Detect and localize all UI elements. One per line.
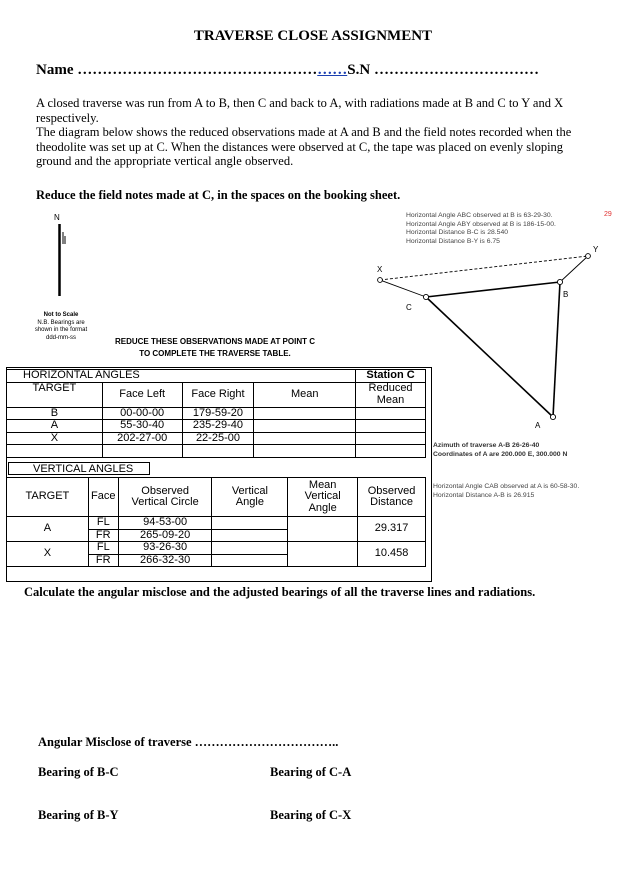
name-link[interactable]: …… (317, 62, 348, 78)
face-cell: FL (88, 542, 118, 555)
note-line: Horizontal Angle CAB observed at A is 60-58-30. (433, 483, 580, 490)
note-line: Coordinates of A are 200.000 E, 300.000 N (433, 450, 568, 458)
mean-va-input-cell[interactable] (288, 542, 358, 567)
col-header-target: TARGET (7, 382, 103, 407)
col-header-mean: Mean (254, 382, 356, 407)
reduce-note (100, 336, 330, 360)
sn-blank[interactable]: …………………………… (373, 62, 539, 78)
col-header-observed-vc: Observed Vertical Circle (118, 478, 212, 517)
table-row (7, 542, 426, 555)
station-label: Station C (356, 370, 426, 383)
name-row (36, 62, 539, 79)
target-cell: B (7, 407, 103, 420)
a-notes (433, 483, 623, 500)
north-label: N (54, 213, 60, 222)
horizontal-angles-title: HORIZONTAL ANGLES (7, 370, 356, 383)
vertical-angles-table (6, 477, 426, 567)
bearing-ca-label: Bearing of C-A (270, 765, 352, 779)
table-row (7, 420, 426, 433)
north-arrow-icon (50, 222, 80, 302)
vc-cell: 265-09-20 (118, 529, 212, 542)
line-x-c (380, 280, 426, 297)
col-header-mean-va: Mean Vertical Angle (288, 478, 358, 517)
blank-cell (356, 445, 426, 458)
scale-note-line: shown in the format (34, 327, 88, 333)
col-header-target: TARGET (7, 478, 89, 517)
scale-note-line: Not to Scale (43, 312, 79, 318)
target-cell: X (7, 542, 89, 567)
face-left-cell: 55-30-40 (102, 420, 182, 433)
note-line: Horizontal Distance B-Y is 6.75 (406, 237, 500, 245)
reduced-mean-input-cell[interactable] (356, 432, 426, 445)
point-x-icon (378, 278, 383, 283)
face-cell: FL (88, 517, 118, 530)
intro-paragraph-2: The diagram below shows the reduced observations made at A and B and the field notes recorded when the theodolite was set up at C. When the distances were observed at C, the tape was placed on evenly sloping ground and the appropriate vertical angle observed. (36, 125, 572, 168)
blank-cell (182, 445, 254, 458)
point-b-icon (557, 279, 562, 284)
face-right-cell: 22-25-00 (182, 432, 254, 445)
calc-instruction: Calculate the angular misclose and the adjusted bearings of all the traverse lines and radiations. (24, 585, 536, 599)
col-header-face-right: Face Right (182, 382, 254, 407)
blank-cell (254, 445, 356, 458)
label-a: A (535, 421, 541, 430)
col-header-reduced-mean: Reduced Mean (356, 382, 426, 407)
target-cell: A (7, 420, 103, 433)
face-right-cell: 179-59-20 (182, 407, 254, 420)
note-line: Horizontal Angle ABY observed at B is 186-15-00. (406, 220, 556, 228)
label-c: C (406, 303, 412, 312)
vc-cell: 94-53-00 (118, 517, 212, 530)
table-row (7, 517, 426, 530)
note-line: Horizontal Distance B-C is 28.540 (406, 229, 508, 237)
point-c-icon (423, 294, 428, 299)
scale-note-line: ddd-mm-ss (45, 334, 76, 341)
table-row (7, 407, 426, 420)
intro-text (36, 96, 596, 169)
label-b: B (563, 290, 569, 299)
misclose-field[interactable]: Angular Misclose of traverse …………………………….. (38, 735, 339, 749)
vertical-angle-input-cell[interactable] (212, 529, 288, 542)
bearing-by-label: Bearing of B-Y (38, 808, 119, 822)
name-label: Name (36, 62, 74, 78)
vertical-angles-title: VERTICAL ANGLES (8, 462, 150, 475)
vc-cell: 266-32-30 (118, 554, 212, 567)
line-a-c (426, 297, 553, 417)
azimuth-notes (433, 442, 623, 459)
vertical-angle-input-cell[interactable] (212, 554, 288, 567)
name-blank[interactable]: ………………………………………… (77, 62, 318, 78)
scale-note-line: N.B. Bearings are (37, 319, 85, 326)
distance-cell: 10.458 (358, 542, 426, 567)
label-x: X (377, 265, 383, 274)
table-row (7, 432, 426, 445)
vertical-angle-input-cell[interactable] (212, 517, 288, 530)
scale-note (26, 312, 96, 342)
line-c-b (426, 282, 560, 297)
bearing-bc-label: Bearing of B-C (38, 765, 119, 779)
face-right-cell: 235-29-40 (182, 420, 254, 433)
mean-input-cell[interactable] (254, 432, 356, 445)
reduce-note-line: REDUCE THESE OBSERVATIONS MADE AT POINT C (114, 337, 315, 346)
distance-cell: 29.317 (358, 517, 426, 542)
horizontal-angles-table (6, 369, 426, 458)
col-header-face-left: Face Left (102, 382, 182, 407)
note-line: Azimuth of traverse A-B 26-26-40 (433, 442, 540, 449)
note-line: Horizontal Distance A-B is 26.915 (433, 491, 535, 499)
note-line: Horizontal Angle ABC observed at B is 63-29-30. (406, 212, 553, 219)
face-left-cell: 202-27-00 (102, 432, 182, 445)
bearing-cx-label: Bearing of C-X (270, 808, 352, 822)
face-cell: FR (88, 554, 118, 567)
line-b-a (553, 282, 560, 417)
line-b-y (560, 256, 588, 282)
target-cell: X (7, 432, 103, 445)
face-cell: FR (88, 529, 118, 542)
target-cell: A (7, 517, 89, 542)
col-header-vertical-angle: Vertical Angle (212, 478, 288, 517)
dashed-line-x-y (380, 256, 588, 280)
face-left-cell: 00-00-00 (102, 407, 182, 420)
intro-paragraph-1: A closed traverse was run from A to B, then C and back to A, with radiations made at B and C to Y and X respectively. (36, 96, 564, 125)
sn-label: S.N (347, 62, 371, 78)
point-y-icon (586, 254, 591, 259)
reduced-mean-input-cell[interactable] (356, 407, 426, 420)
blank-cell (102, 445, 182, 458)
vertical-angle-input-cell[interactable] (212, 542, 288, 555)
reduce-note-line: TO COMPLETE THE TRAVERSE TABLE. (139, 349, 291, 358)
mean-input-cell[interactable] (254, 407, 356, 420)
col-header-face: Face (88, 478, 118, 517)
point-a-icon (550, 414, 555, 419)
label-y: Y (593, 245, 599, 254)
reduce-instruction: Reduce the field notes made at C, in the spaces on the booking sheet. (36, 188, 401, 202)
page-number: 29 (604, 211, 612, 218)
page-title: TRAVERSE CLOSE ASSIGNMENT (193, 28, 433, 44)
mean-va-input-cell[interactable] (288, 517, 358, 542)
col-header-observed-distance: Observed Distance (358, 478, 426, 517)
blank-cell (7, 445, 103, 458)
vc-cell: 93-26-30 (118, 542, 212, 555)
mean-input-cell[interactable] (254, 420, 356, 433)
reduced-mean-input-cell[interactable] (356, 420, 426, 433)
